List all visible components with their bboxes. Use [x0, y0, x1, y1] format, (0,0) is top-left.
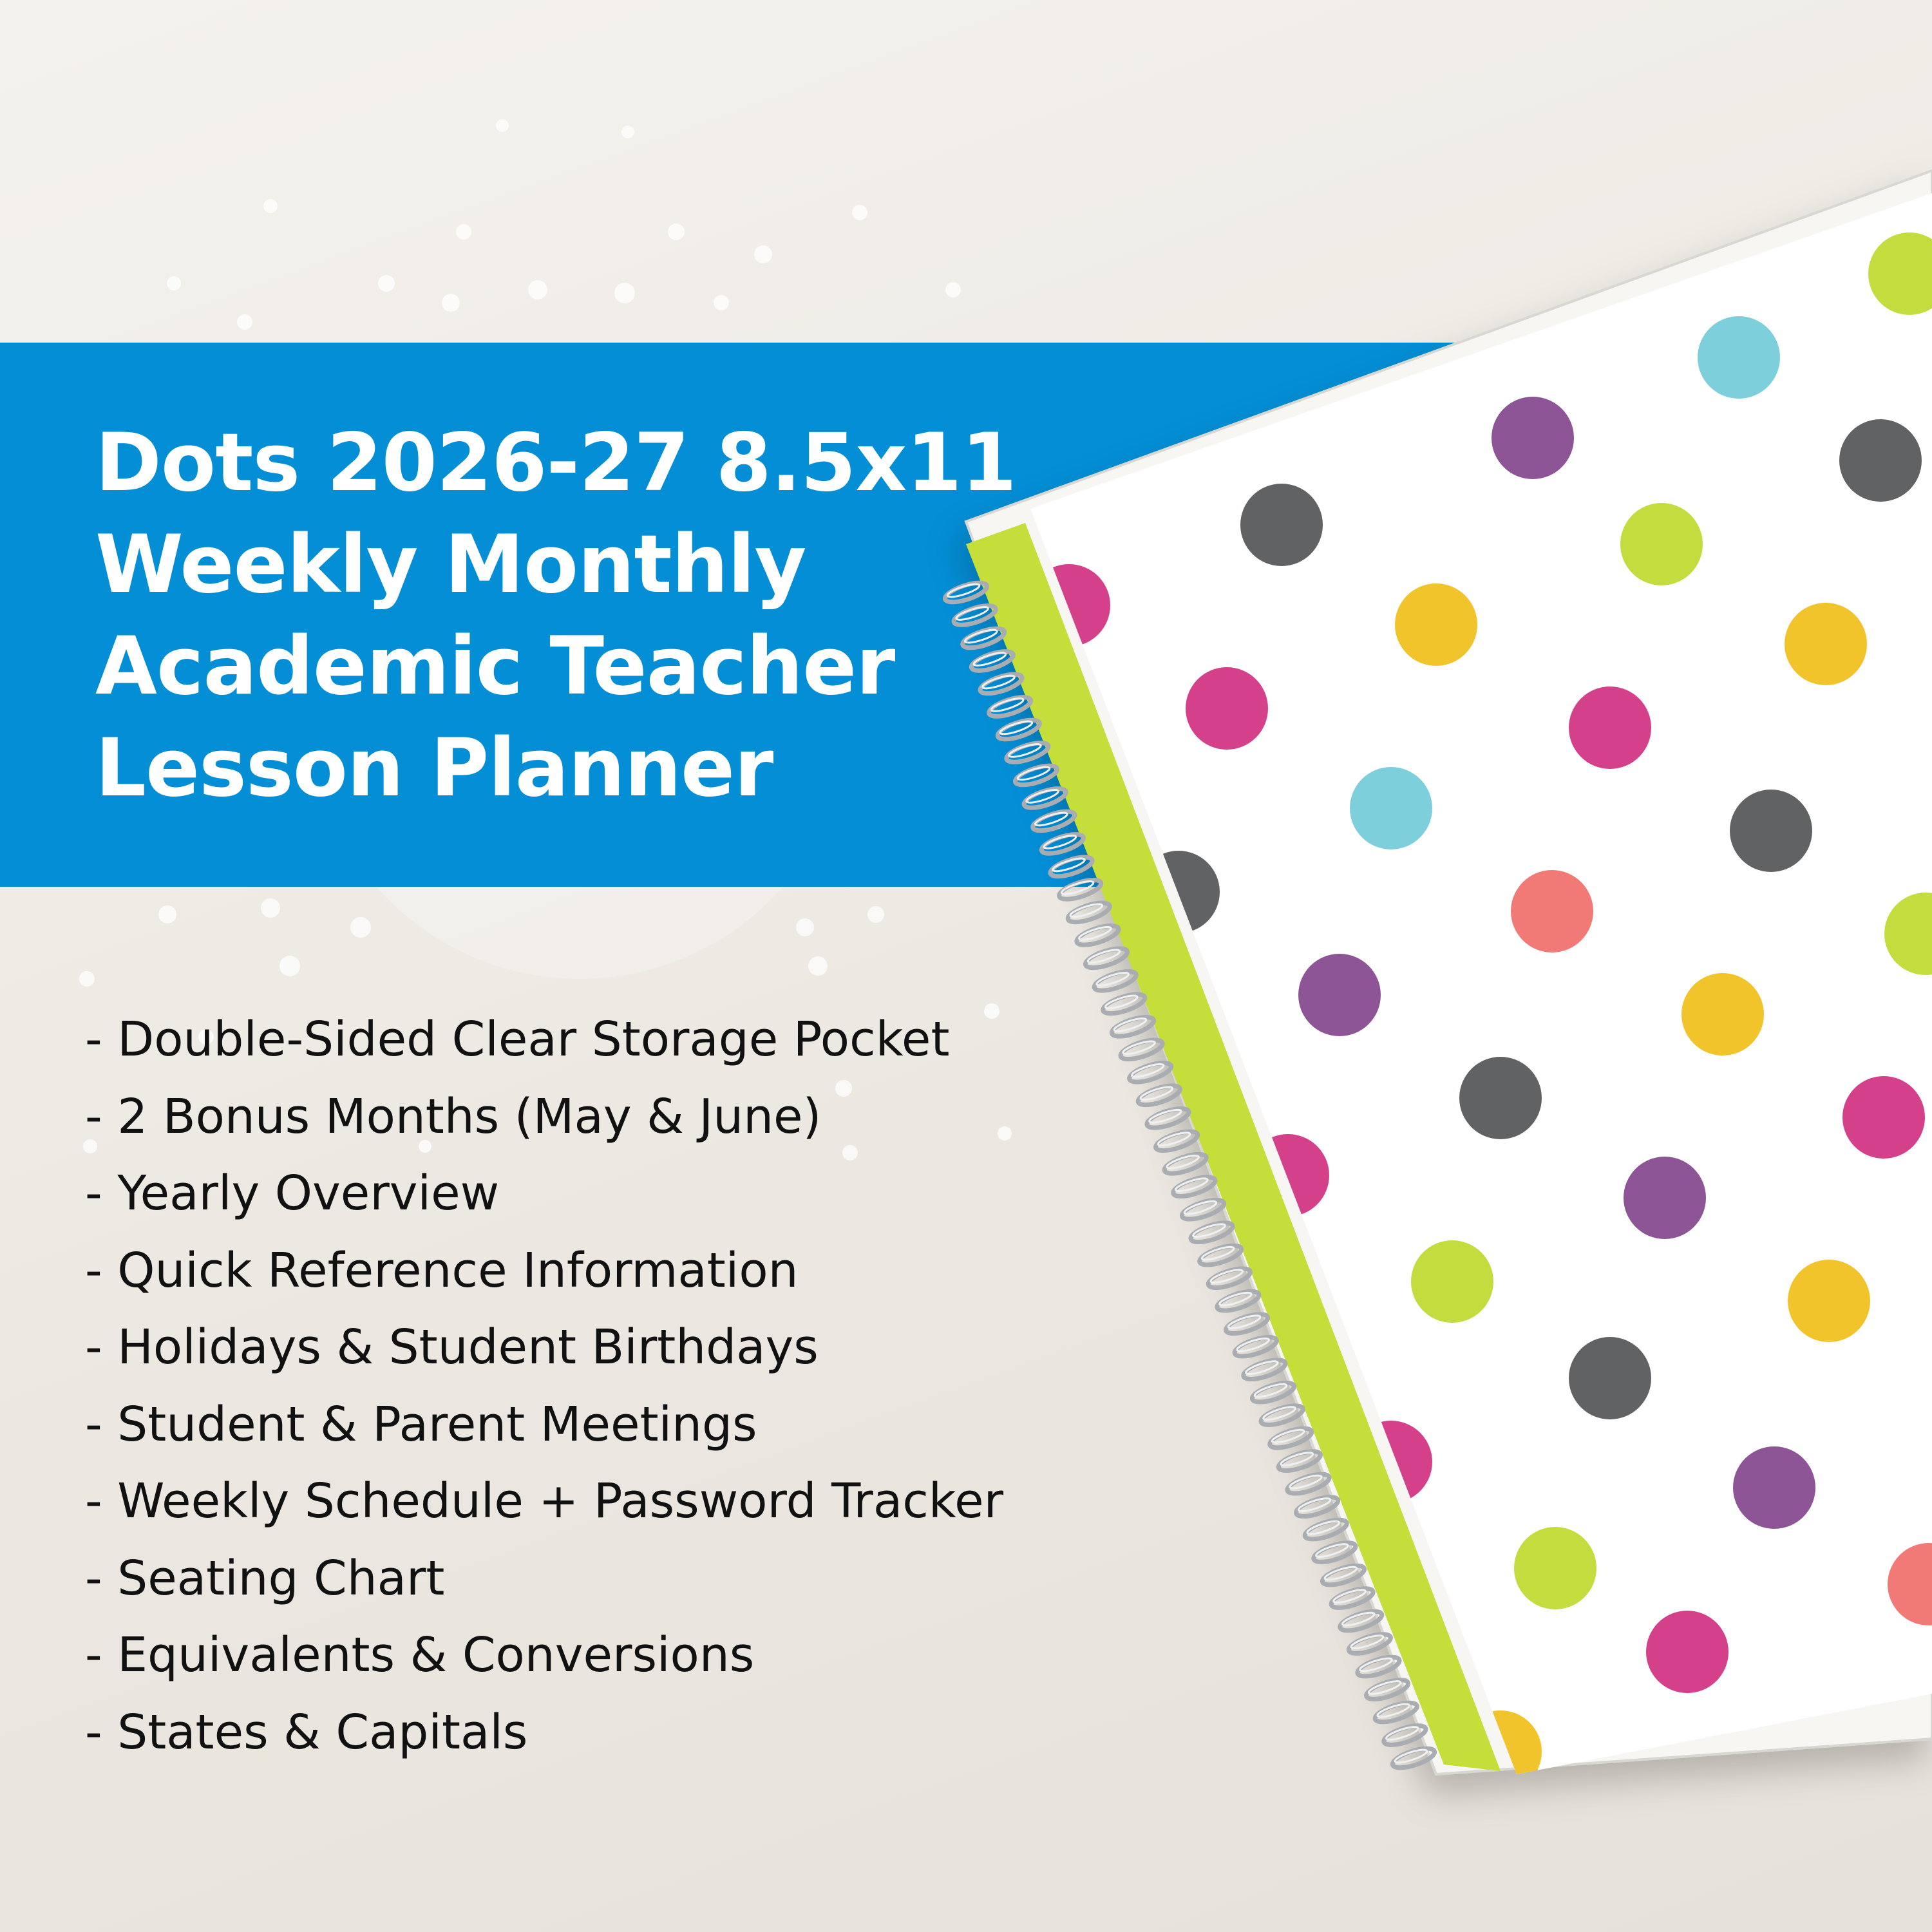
title-line: Lesson Planner	[95, 722, 773, 815]
polka-dot	[1788, 1260, 1870, 1342]
feature-item: - Weekly Schedule + Password Tracker	[85, 1473, 1004, 1529]
polka-dot	[1698, 316, 1780, 399]
polka-dot	[1839, 419, 1922, 502]
feature-item: - Seating Chart	[85, 1550, 445, 1606]
feature-item: - Double-Sided Clear Storage Pocket	[85, 1012, 950, 1067]
polka-dot	[1298, 954, 1381, 1036]
polka-dot	[1411, 1240, 1493, 1323]
polka-dot	[1785, 603, 1867, 685]
polka-dot	[1730, 790, 1812, 872]
title-line: Weekly Monthly	[95, 518, 806, 611]
polka-dot	[1569, 687, 1651, 769]
polka-dot	[1186, 667, 1268, 750]
feature-item: - Holidays & Student Birthdays	[85, 1320, 819, 1375]
polka-dot	[1646, 1611, 1728, 1693]
title-line: Academic Teacher	[95, 620, 895, 713]
polka-dot	[1681, 973, 1764, 1056]
feature-item: - Yearly Overview	[85, 1166, 500, 1221]
polka-dot	[1459, 1057, 1542, 1139]
polka-dot	[1569, 1337, 1651, 1419]
polka-dot	[1240, 484, 1323, 566]
polka-dot	[1620, 503, 1703, 585]
polka-dot	[1395, 583, 1477, 666]
polka-dot	[1492, 397, 1574, 479]
polka-dot	[1514, 1527, 1596, 1609]
polka-dot	[1842, 1076, 1925, 1159]
polka-dot	[1511, 870, 1593, 952]
title-line: Dots 2026-27 8.5x11	[95, 417, 1016, 509]
polka-dot	[1350, 767, 1432, 849]
feature-item: - Quick Reference Information	[85, 1242, 799, 1298]
feature-item: - Equivalents & Conversions	[85, 1627, 755, 1683]
feature-item: - Student & Parent Meetings	[85, 1396, 757, 1452]
polka-dot	[1733, 1446, 1815, 1529]
feature-item: - 2 Bonus Months (May & June)	[85, 1088, 822, 1144]
feature-item: - States & Capitals	[85, 1704, 528, 1760]
polka-dot	[1624, 1157, 1706, 1239]
